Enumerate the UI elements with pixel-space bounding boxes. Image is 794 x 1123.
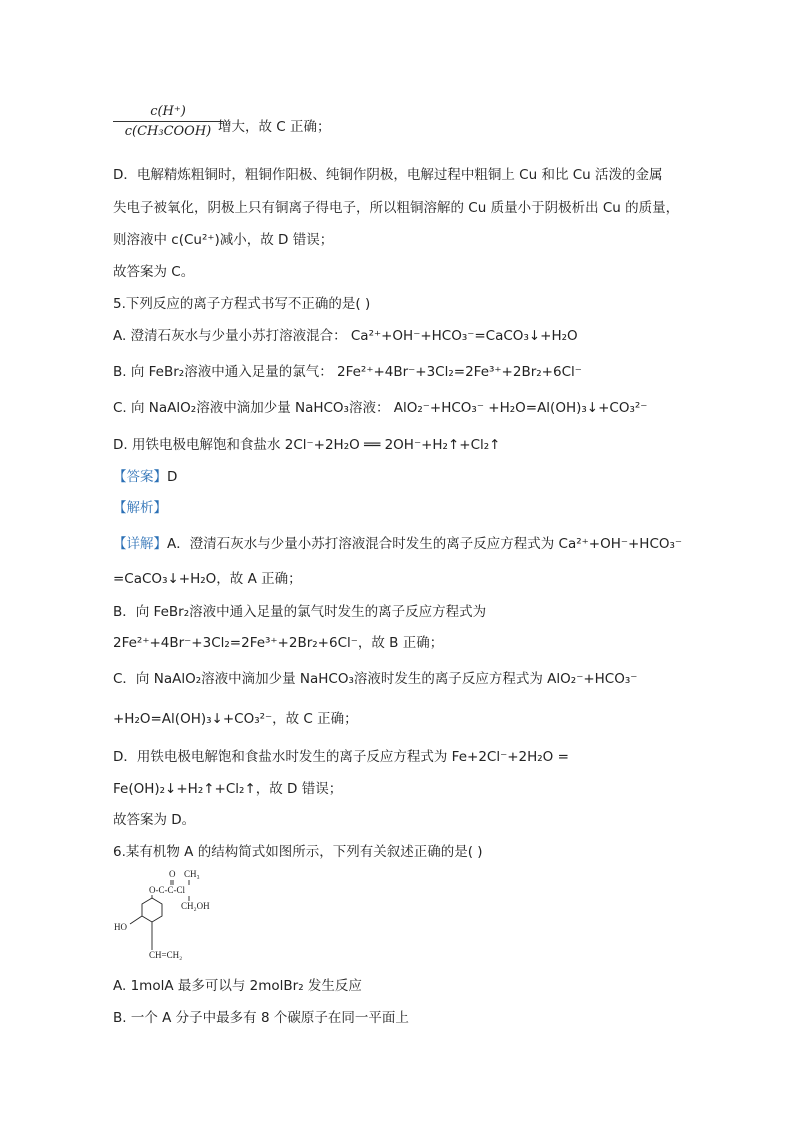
text-line: D．用铁电极电解饱和食盐水时发生的离子反应方程式为 Fe+2Cl⁻+2H₂O = bbox=[113, 749, 569, 765]
text-line: 增大，故 C 正确； bbox=[218, 119, 331, 135]
mol-ch2oh-label: CH₂OH bbox=[181, 901, 210, 911]
answer-tag: 【答案】 bbox=[113, 469, 167, 485]
mol-ester-chain: O-C-C-Cl bbox=[149, 885, 185, 895]
mol-ho-label: HO bbox=[114, 922, 127, 932]
option-5b: B. 向 FeBr₂溶液中通入足量的氯气： 2Fe²⁺+4Br⁻+3Cl₂=2Fe³⁺+2Br₂+6Cl⁻ bbox=[113, 364, 582, 380]
fraction-denominator: c(CH₃COOH) bbox=[124, 124, 212, 139]
detail-tag: 【详解】 bbox=[113, 536, 167, 552]
text-line: +H₂O=Al(OH)₃↓+CO₃²⁻，故 C 正确； bbox=[113, 711, 358, 727]
question-5: 5.下列反应的离子方程式书写不正确的是( ) bbox=[113, 296, 371, 312]
detail-text: A．澄清石灰水与少量小苏打溶液混合时发生的离子反应方程式为 Ca²⁺+OH⁻+HCO₃⁻ bbox=[167, 536, 683, 552]
mol-benzene-ring bbox=[142, 898, 162, 922]
answer-value: D bbox=[167, 469, 178, 485]
text-line: D．电解精炼粗铜时，粗铜作阳极、纯铜作阴极，电解过程中粗铜上 Cu 和比 Cu 活泼的金属 bbox=[113, 167, 663, 183]
fraction-bar bbox=[113, 121, 223, 122]
molecule-structure-diagram bbox=[112, 868, 222, 964]
text-line: 2Fe²⁺+4Br⁻+3Cl₂=2Fe³⁺+2Br₂+6Cl⁻，故 B 正确； bbox=[113, 635, 444, 651]
option-5d: D. 用铁电极电解饱和食盐水 2Cl⁻+2H₂O ══ 2OH⁻+H₂↑+Cl₂↑ bbox=[113, 437, 501, 453]
text-line: Fe(OH)₂↓+H₂↑+Cl₂↑，故 D 错误； bbox=[113, 781, 343, 797]
text-line: 失电子被氧化，阴极上只有铜离子得电子，所以粗铜溶解的 Cu 质量小于阴极析出 Cu 的质量， bbox=[113, 200, 680, 216]
text-line: B．向 FeBr₂溶液中通入足量的氯气时发生的离子反应方程式为 bbox=[113, 604, 487, 620]
option-5a: A. 澄清石灰水与少量小苏打溶液混合： Ca²⁺+OH⁻+HCO₃⁻=CaCO₃↓+H₂O bbox=[113, 328, 578, 344]
mol-vinyl-label: CH=CH₂ bbox=[149, 950, 183, 960]
question-6: 6.某有机物 A 的结构简式如图所示，下列有关叙述正确的是( ) bbox=[113, 844, 483, 860]
mol-ch3-label: CH₃ bbox=[184, 869, 200, 879]
fraction-expression bbox=[113, 104, 223, 139]
text-line: C．向 NaAlO₂溶液中滴加少量 NaHCO₃溶液时发生的离子反应方程式为 AlO₂⁻+HCO₃⁻ bbox=[113, 671, 638, 687]
fraction-numerator: c(H⁺) bbox=[150, 104, 186, 119]
answer-line bbox=[113, 468, 177, 486]
text-line: =CaCO₃↓+H₂O，故 A 正确； bbox=[113, 571, 302, 587]
text-line: 则溶液中 c(Cu²⁺)减小，故 D 错误； bbox=[113, 232, 334, 248]
option-6b: B. 一个 A 分子中最多有 8 个碳原子在同一平面上 bbox=[113, 1010, 409, 1026]
text-line: 故答案为 C。 bbox=[113, 264, 195, 280]
mol-carbonyl-o: O bbox=[169, 869, 176, 879]
option-5c: C. 向 NaAlO₂溶液中滴加少量 NaHCO₃溶液： AlO₂⁻+HCO₃⁻ +H₂O=Al(OH)₃↓+CO₃²⁻ bbox=[113, 400, 648, 416]
detail-line bbox=[113, 535, 682, 553]
option-6a: A. 1molA 最多可以与 2molBr₂ 发生反应 bbox=[113, 978, 362, 994]
text-line: 故答案为 D。 bbox=[113, 812, 196, 828]
analysis-tag: 【解析】 bbox=[113, 500, 167, 516]
mol-bond-ring-ho bbox=[130, 916, 142, 924]
